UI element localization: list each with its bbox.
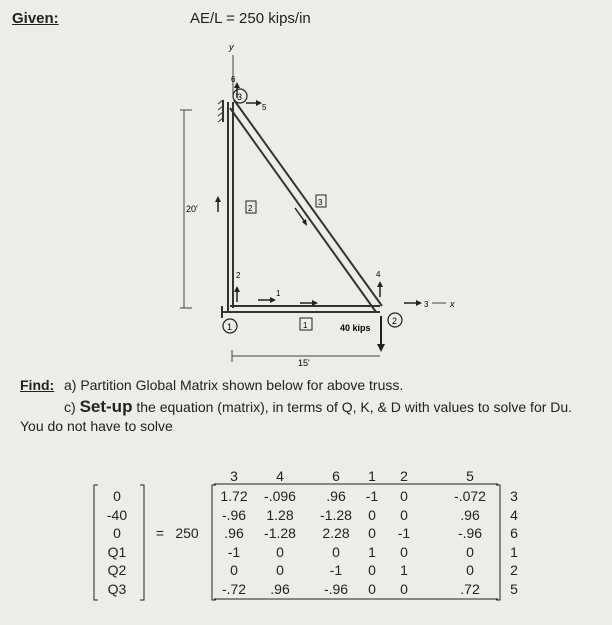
member-3-label: 3 <box>318 198 323 207</box>
matrix-cell: -.72 <box>221 580 247 597</box>
matrix-column-header: 3 <box>230 468 238 484</box>
matrix-cell: -1 <box>365 488 379 504</box>
matrix-column-header: 6 <box>332 468 340 484</box>
load-vector-entry: -40 <box>106 506 128 523</box>
node-1-label: 1 <box>227 322 233 332</box>
matrix-cell: .96 <box>224 525 244 541</box>
matrix-row-header: 2 <box>510 562 518 578</box>
dof-6-label: 6 <box>231 75 236 84</box>
matrix-cell: 0 <box>368 525 376 541</box>
matrix-cell: -1 <box>397 525 411 541</box>
matrix-cell: 0 <box>368 580 376 597</box>
equals-sign: = <box>155 525 165 541</box>
matrix-cell: 1 <box>400 562 408 578</box>
matrix-cell: 0 <box>400 488 408 504</box>
matrix-cell: -.096 <box>264 488 296 504</box>
matrix-column-header: 4 <box>276 468 284 484</box>
load-label: 40 kips <box>340 323 371 333</box>
matrix-cell: 0 <box>400 543 408 560</box>
matrix-cell: 1.72 <box>220 488 248 504</box>
matrix-cell: 1.28 <box>266 506 294 523</box>
load-vector-entry: Q1 <box>107 543 127 560</box>
find-note: You do not have to solve <box>20 418 173 434</box>
matrix-cell: 0 <box>332 543 340 560</box>
matrix-cell: 0 <box>230 562 238 578</box>
given-label: Given: <box>12 10 59 27</box>
y-axis-label: y <box>229 42 234 52</box>
matrix-cell: .96 <box>326 488 346 504</box>
find-part-c <box>64 397 572 417</box>
matrix-cell: .96 <box>460 506 480 523</box>
dof-5-label: 5 <box>262 103 267 112</box>
matrix-cell: 0 <box>276 543 284 560</box>
matrix-cell: -.96 <box>323 580 349 597</box>
matrix-row-header: 1 <box>510 543 518 560</box>
matrix-cell: .72 <box>460 580 480 597</box>
member-1-label: 1 <box>303 321 308 330</box>
load-vector-entry: 0 <box>113 525 121 541</box>
matrix-cell: 0 <box>368 562 376 578</box>
matrix-cell: 0 <box>400 580 408 597</box>
matrix-row-header: 3 <box>510 488 518 504</box>
member-2-label: 2 <box>248 204 253 213</box>
find-part-c-rest: the equation (matrix), in terms of Q, K, & D with values to solve for Du. <box>136 399 573 415</box>
matrix-cell: -1.28 <box>320 506 352 523</box>
dof-1-label: 1 <box>276 289 281 298</box>
matrix-cell: 0 <box>276 562 284 578</box>
matrix-cell: -.96 <box>457 525 483 541</box>
matrix-cell: 0 <box>466 543 474 560</box>
matrix-cell: -1 <box>227 543 241 560</box>
find-label: Find: <box>20 377 55 393</box>
load-arrowhead <box>377 344 385 352</box>
dim-width-label: 15' <box>298 358 310 368</box>
node-3-label: 3 <box>237 92 243 102</box>
matrix-cell: -.96 <box>221 506 247 523</box>
matrix-cell: -.072 <box>454 488 486 504</box>
stiffness-equation: AE/L = 250 kips/in <box>190 10 311 27</box>
matrix-column-header: 1 <box>368 468 376 484</box>
matrix-cell: .96 <box>270 580 290 597</box>
dof-2-label: 2 <box>236 271 241 280</box>
matrix-row-header: 4 <box>510 506 518 523</box>
find-part-c-prefix: c) <box>64 399 76 415</box>
matrix-cell: 0 <box>368 506 376 523</box>
matrix-row-header: 6 <box>510 525 518 541</box>
matrix-cell: 1 <box>368 543 376 560</box>
x-axis-label: x <box>450 299 455 309</box>
matrix-cell: 2.28 <box>322 525 350 541</box>
matrix-cell: 0 <box>466 562 474 578</box>
load-vector-entry: Q3 <box>107 580 127 597</box>
matrix-cell: -1.28 <box>264 525 296 541</box>
dof-4-label: 4 <box>376 270 381 279</box>
find-part-a: a) Partition Global Matrix shown below for above truss. <box>64 377 404 393</box>
stiffness-factor: 250 <box>175 525 199 541</box>
dof-3-label: 3 <box>424 300 429 309</box>
matrix-column-header: 2 <box>400 468 408 484</box>
matrix-column-header: 5 <box>466 468 474 484</box>
node-2-label: 2 <box>392 316 398 326</box>
load-vector-entry: 0 <box>113 488 121 504</box>
load-vector-entry: Q2 <box>107 562 127 578</box>
matrix-cell: -1 <box>329 562 343 578</box>
dim-height-label: 20' <box>186 204 198 214</box>
find-part-c-bold: Set-up <box>79 397 133 416</box>
matrix-row-header: 5 <box>510 580 518 597</box>
matrix-cell: 0 <box>400 506 408 523</box>
